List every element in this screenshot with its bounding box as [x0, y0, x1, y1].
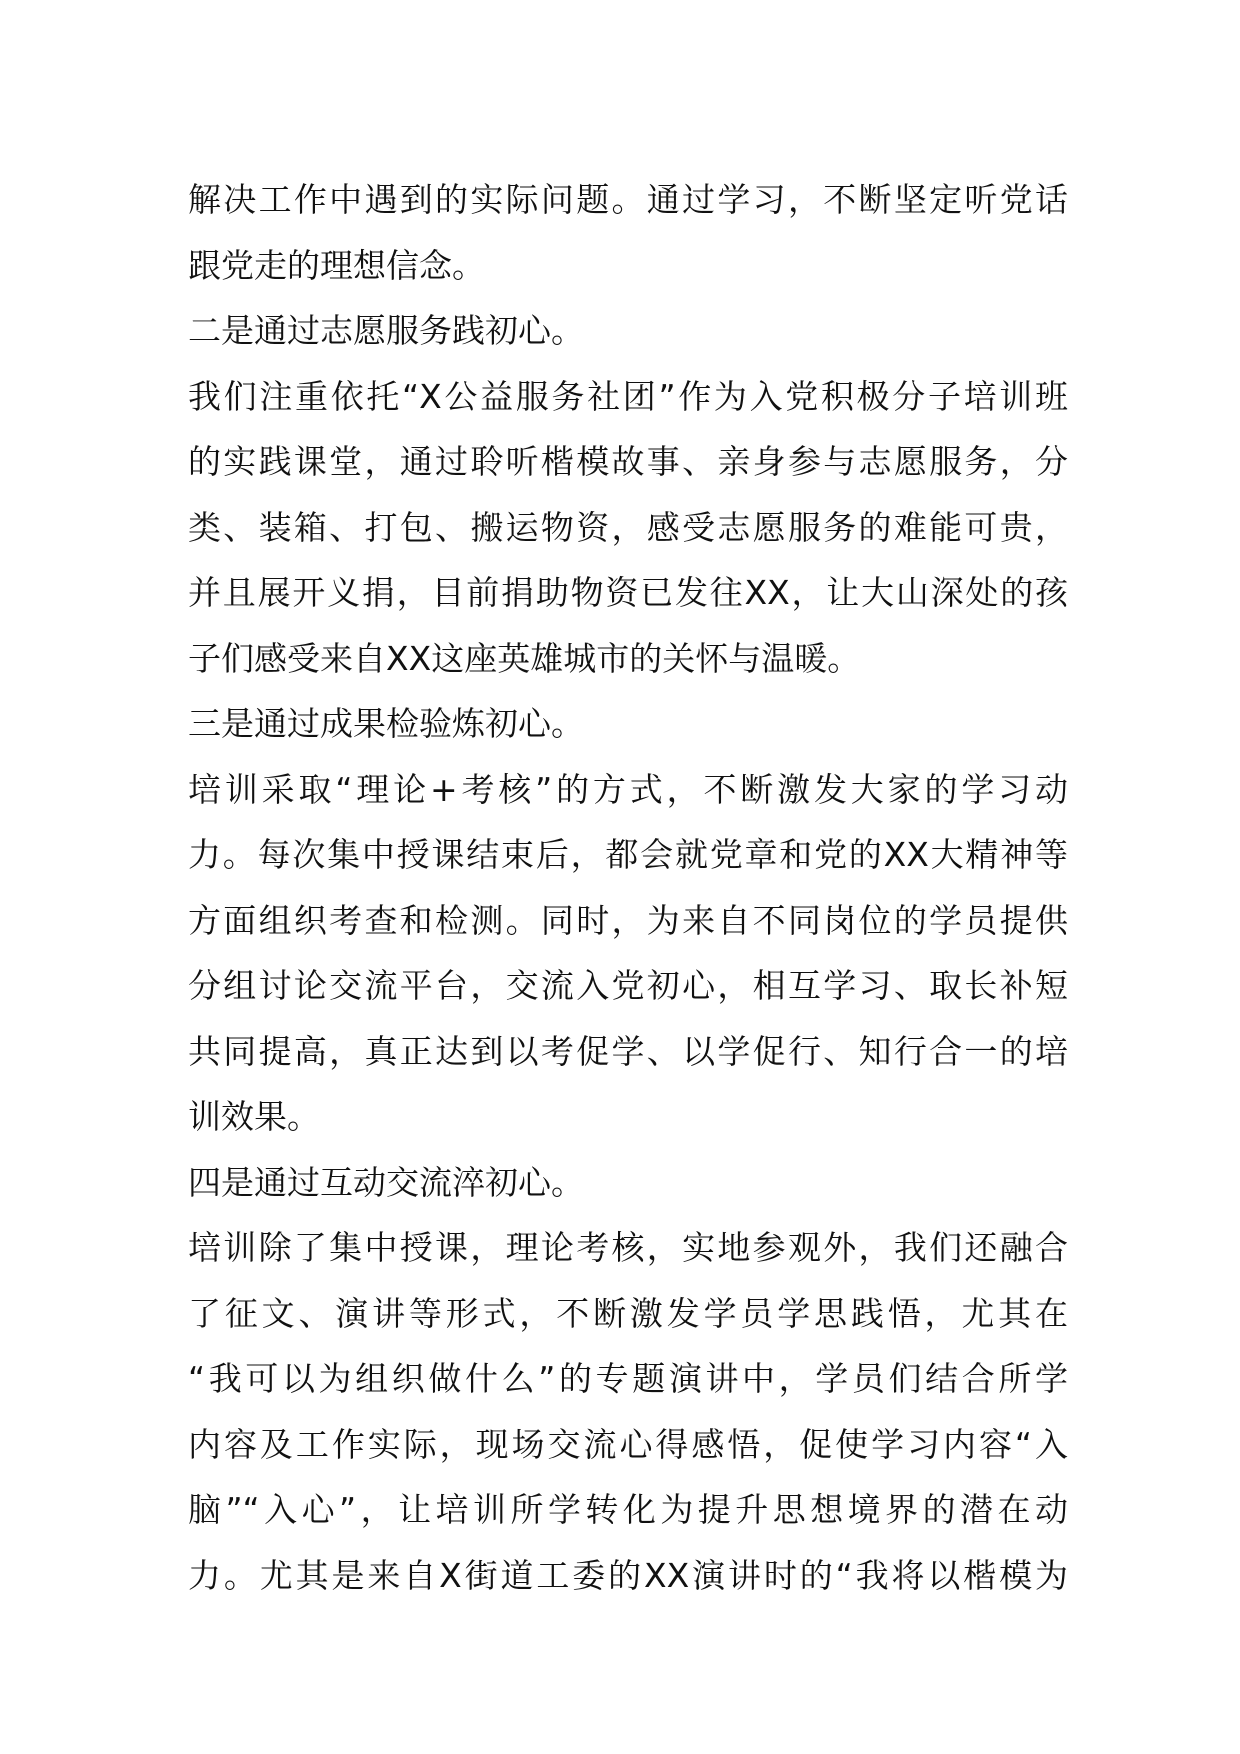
text-line-6: 类、装箱、打包、搬运物资，感受志愿服务的难能可贵，: [188, 507, 1068, 547]
text-line-18: 了征文、演讲等形式，不断激发学员学思践悟，尤其在: [188, 1293, 1068, 1333]
text-line-5: 的实践课堂，通过聆听楷模故事、亲身参与志愿服务，分: [188, 442, 1068, 481]
text-line-10: 培训采取“理论+考核”的方式，不断激发大家的学习动: [188, 769, 1068, 809]
text-line-14: 共同提高，真正达到以考促学、以学促行、知行合一的培: [188, 1031, 1068, 1071]
body-text: [188, 167, 1068, 1608]
text-line-7: 并且展开义捐，目前捐助物资已发往XX，让大山深处的孩: [188, 573, 1068, 612]
text-line-21: 脑”“入心”，让培训所学转化为提升思想境界的潜在动: [188, 1490, 1068, 1529]
text-line-8: 子们感受来自XX这座英雄城市的关怀与温暖。: [188, 638, 861, 678]
text-line-11: 力。每次集中授课结束后，都会就党章和党的XX大精神等: [188, 835, 1068, 874]
text-line-20: 内容及工作实际，现场交流心得感悟，促使学习内容“入: [188, 1424, 1068, 1464]
text-line-15: 训效果。: [188, 1097, 320, 1136]
text-line-19: “我可以为组织做什么”的专题演讲中，学员们结合所学: [188, 1359, 1068, 1398]
text-line-4: 我们注重依托“X公益服务社团”作为入党积极分子培训班: [188, 376, 1068, 416]
section-heading-3: 三是通过成果检验炼初心。: [188, 704, 584, 743]
text-line-12: 方面组织考查和检测。同时，为来自不同岗位的学员提供: [188, 900, 1068, 940]
section-heading-2: 二是通过志愿服务践初心。: [188, 311, 584, 350]
text-line-22: 力。尤其是来自X街道工委的XX演讲时的“我将以楷模为: [188, 1555, 1068, 1595]
text-line-2: 跟党走的理想信念。: [188, 245, 485, 285]
section-heading-4: 四是通过互动交流淬初心。: [188, 1162, 584, 1202]
text-line-13: 分组讨论交流平台，交流入党初心，相互学习、取长补短: [188, 966, 1068, 1005]
text-line-17: 培训除了集中授课，理论考核，实地参观外，我们还融合: [188, 1228, 1068, 1267]
text-line-1: 解决工作中遇到的实际问题。通过学习，不断坚定听党话: [188, 180, 1068, 219]
